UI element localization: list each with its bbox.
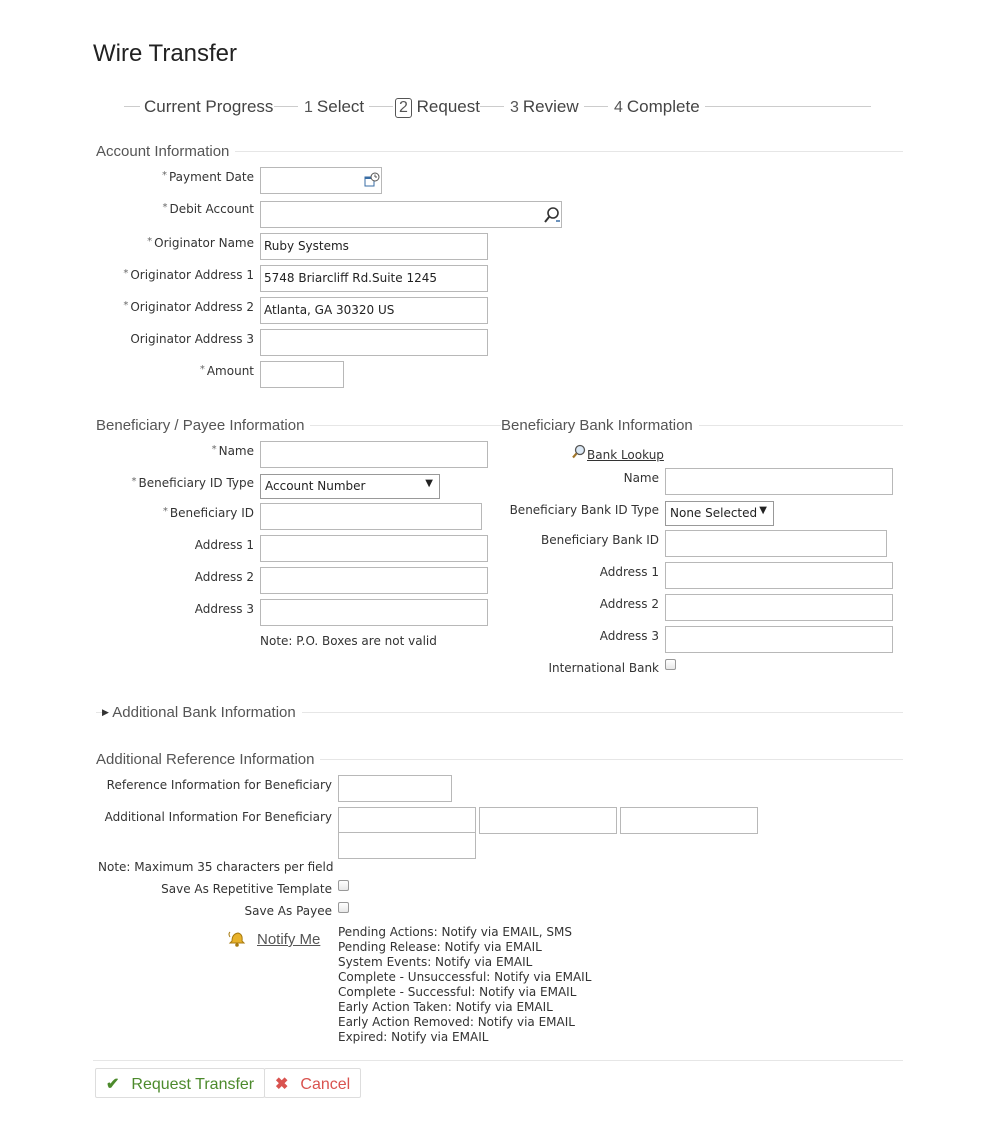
notification-item: Pending Actions: Notify via EMAIL, SMS xyxy=(338,925,572,939)
progress-line xyxy=(369,106,393,107)
notification-item: Complete - Successful: Notify via EMAIL xyxy=(338,985,577,999)
dropdown-arrow-icon: ▼ xyxy=(759,505,767,516)
save-template-checkbox[interactable] xyxy=(338,880,349,891)
originator-address2-label: * Originator Address 2 xyxy=(123,300,254,314)
step-number: 3 xyxy=(510,99,519,116)
bank-address3-input[interactable] xyxy=(665,626,893,653)
international-bank-label: International Bank xyxy=(548,661,659,675)
amount-input[interactable] xyxy=(260,361,344,388)
bank-id-input[interactable] xyxy=(665,530,887,557)
notification-item: Early Action Removed: Notify via EMAIL xyxy=(338,1015,575,1029)
notification-item: Complete - Unsuccessful: Notify via EMAIL xyxy=(338,970,592,984)
international-bank-checkbox[interactable] xyxy=(665,659,676,670)
beneficiary-name-label: * Name xyxy=(211,444,254,458)
bank-lookup-link[interactable]: Bank Lookup xyxy=(587,448,664,462)
bank-name-input[interactable] xyxy=(665,468,893,495)
notification-item: Early Action Taken: Notify via EMAIL xyxy=(338,1000,553,1014)
originator-name-label: * Originator Name xyxy=(147,236,254,250)
po-box-note: Note: P.O. Boxes are not valid xyxy=(260,634,437,648)
save-payee-checkbox[interactable] xyxy=(338,902,349,913)
payment-date-label: * Payment Date xyxy=(161,170,254,184)
beneficiary-address3-label: Address 3 xyxy=(194,602,254,616)
selected-value: Account Number xyxy=(265,479,366,493)
progress-line xyxy=(584,106,608,107)
progress-step-request xyxy=(395,97,480,118)
account-section-title: Account Information xyxy=(96,143,235,160)
request-transfer-label: Request Transfer xyxy=(131,1076,255,1093)
notification-item: System Events: Notify via EMAIL xyxy=(338,955,533,969)
progress-label: Current Progress xyxy=(144,97,274,116)
beneficiary-address3-input[interactable] xyxy=(260,599,488,626)
save-payee-label: Save As Payee xyxy=(244,904,332,918)
dropdown-arrow-icon: ▼ xyxy=(425,478,433,489)
originator-address3-input[interactable] xyxy=(260,329,488,356)
progress-step-complete xyxy=(610,97,700,118)
originator-name-input[interactable]: Ruby Systems xyxy=(260,233,488,260)
debit-account-input[interactable] xyxy=(260,201,562,228)
additional-info-input-2[interactable] xyxy=(479,807,617,834)
beneficiary-address1-input[interactable] xyxy=(260,535,488,562)
bank-id-type-label: Beneficiary Bank ID Type xyxy=(509,503,659,517)
beneficiary-id-input[interactable] xyxy=(260,503,482,530)
beneficiary-address2-label: Address 2 xyxy=(194,570,254,584)
page-title: Wire Transfer xyxy=(93,40,238,67)
progress-line xyxy=(274,106,298,107)
bank-name-label: Name xyxy=(623,471,659,485)
progress-step-review xyxy=(506,97,579,118)
originator-address1-label: * Originator Address 1 xyxy=(123,268,254,282)
additional-info-input-4[interactable] xyxy=(338,832,476,859)
progress-line xyxy=(124,106,140,107)
request-transfer-button[interactable] xyxy=(95,1068,265,1098)
search-icon[interactable] xyxy=(543,206,561,224)
step-label: Select xyxy=(316,97,365,116)
step-label: Review xyxy=(522,97,579,116)
step-number: 4 xyxy=(614,99,623,116)
progress-line xyxy=(705,106,871,107)
beneficiary-address2-input[interactable] xyxy=(260,567,488,594)
cancel-label: Cancel xyxy=(300,1076,351,1093)
step-number: 1 xyxy=(304,99,313,116)
originator-address1-input[interactable]: 5748 Briarcliff Rd.Suite 1245 xyxy=(260,265,488,292)
beneficiary-address1-label: Address 1 xyxy=(194,538,254,552)
step-label: Complete xyxy=(626,97,700,116)
reference-section-title: Additional Reference Information xyxy=(96,751,320,768)
bank-id-label: Beneficiary Bank ID xyxy=(540,533,659,547)
save-template-label: Save As Repetitive Template xyxy=(161,882,332,896)
bank-lookup-icon[interactable] xyxy=(572,444,587,459)
beneficiary-id-type-select[interactable] xyxy=(260,474,440,499)
step-label: Request xyxy=(416,97,480,116)
close-icon: ✖ xyxy=(275,1076,289,1093)
bank-address1-label: Address 1 xyxy=(599,565,659,579)
originator-address2-input[interactable]: Atlanta, GA 30320 US xyxy=(260,297,488,324)
notification-item: Expired: Notify via EMAIL xyxy=(338,1030,489,1044)
step-number: 2 xyxy=(395,98,412,118)
notify-me-link[interactable]: Notify Me xyxy=(257,931,321,948)
bank-address1-input[interactable] xyxy=(665,562,893,589)
notification-item: Pending Release: Notify via EMAIL xyxy=(338,940,542,954)
max-chars-note: Note: Maximum 35 characters per field xyxy=(98,860,334,874)
progress-line xyxy=(480,106,504,107)
selected-value: None Selected xyxy=(670,506,758,520)
originator-address3-label: Originator Address 3 xyxy=(130,332,254,346)
calendar-icon[interactable] xyxy=(364,172,380,188)
bank-id-type-select[interactable] xyxy=(665,501,774,526)
reference-info-input[interactable] xyxy=(338,775,452,802)
progress-step-select xyxy=(300,97,364,118)
checkmark-icon: ✔ xyxy=(106,1076,120,1093)
footer-divider xyxy=(93,1060,903,1061)
reference-info-label: Reference Information for Beneficiary xyxy=(106,778,332,792)
bank-address2-input[interactable] xyxy=(665,594,893,621)
additional-bank-title: Additional Bank Information xyxy=(112,704,296,721)
bank-section-title: Beneficiary Bank Information xyxy=(501,417,699,434)
beneficiary-section-title: Beneficiary / Payee Information xyxy=(96,417,310,434)
debit-account-label: * Debit Account xyxy=(162,202,254,216)
bank-address3-label: Address 3 xyxy=(599,629,659,643)
notification-list xyxy=(338,925,591,1045)
bell-icon xyxy=(228,929,246,947)
additional-bank-toggle[interactable] xyxy=(102,704,302,721)
cancel-button[interactable] xyxy=(264,1068,361,1098)
additional-info-input-1[interactable] xyxy=(338,807,476,834)
amount-label: * Amount xyxy=(199,364,254,378)
additional-info-input-3[interactable] xyxy=(620,807,758,834)
beneficiary-id-type-label: * Beneficiary ID Type xyxy=(131,476,254,490)
additional-info-label: Additional Information For Beneficiary xyxy=(104,810,332,824)
beneficiary-name-input[interactable] xyxy=(260,441,488,468)
expand-arrow-icon: ▶ xyxy=(102,707,109,717)
beneficiary-id-label: * Beneficiary ID xyxy=(162,506,254,520)
bank-address2-label: Address 2 xyxy=(599,597,659,611)
